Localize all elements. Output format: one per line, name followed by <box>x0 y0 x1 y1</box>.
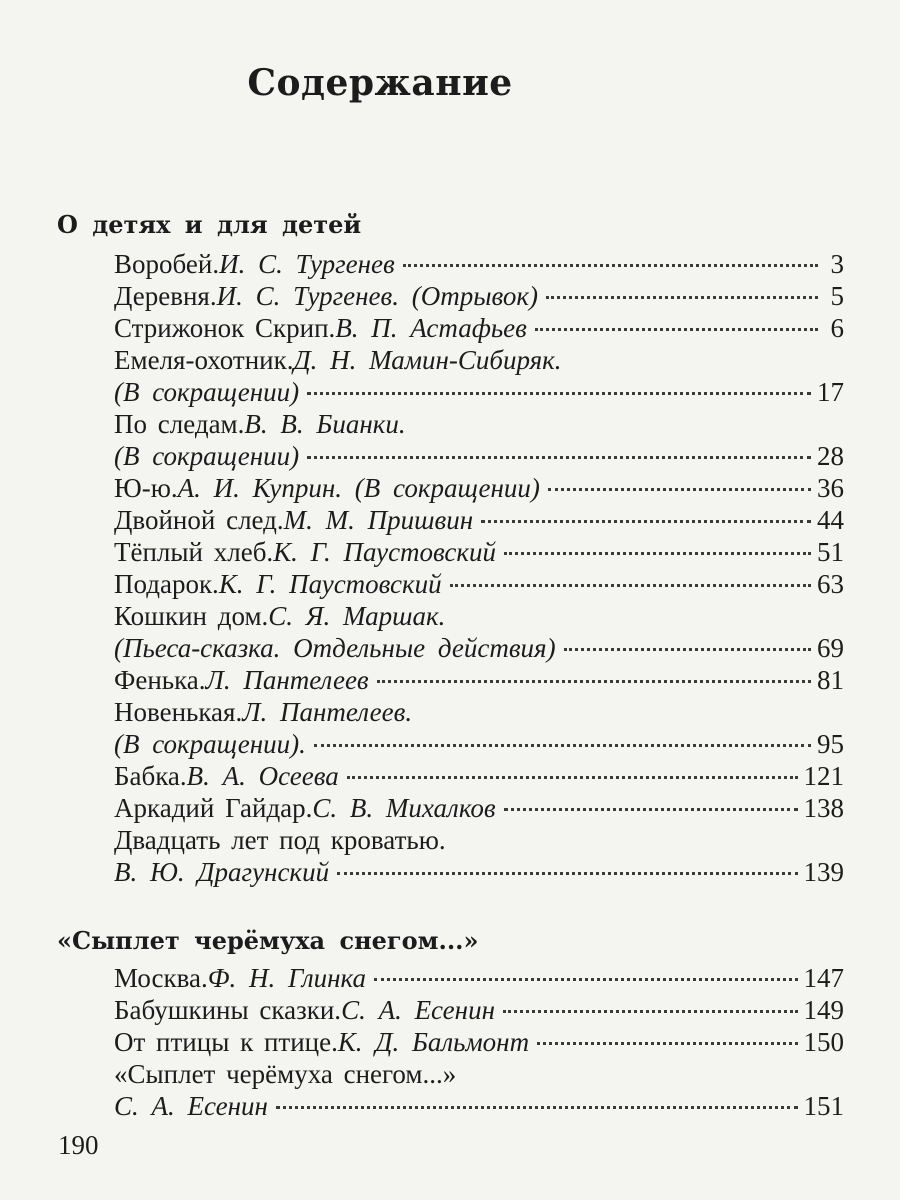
entry-title: По следам. <box>114 409 245 439</box>
entry-author: С. Я. Маршак. <box>268 601 446 631</box>
entry-author: (В сокращении) <box>114 441 300 471</box>
entry-author: М. М. Пришвин <box>283 505 474 535</box>
toc-entry[interactable] <box>114 664 844 696</box>
entry-page: 121 <box>803 761 844 791</box>
toc-entry[interactable] <box>114 1026 844 1058</box>
entry-author: В. А. Осеева <box>186 761 339 791</box>
dot-leader <box>504 551 811 555</box>
dot-leader <box>535 327 818 331</box>
dot-leader <box>377 679 811 683</box>
entry-title: Кошкин дом. <box>114 601 269 631</box>
dot-leader <box>481 519 811 523</box>
entry-title: «Сыплет черёмуха снегом...» <box>114 1059 457 1089</box>
entry-title: Двойной след. <box>114 505 284 535</box>
entry-page: 81 <box>817 665 844 695</box>
dot-leader <box>314 743 811 747</box>
toc-entry[interactable] <box>114 472 844 504</box>
toc-entry[interactable] <box>114 856 844 888</box>
entry-title: Тёплый хлеб. <box>114 537 274 567</box>
entry-page: 95 <box>817 729 844 759</box>
entry-title: Стрижонок Скрип. <box>114 313 336 343</box>
entry-page: 69 <box>817 633 844 663</box>
entry-author: К. Г. Паустовский <box>218 569 442 599</box>
dot-leader <box>307 391 811 395</box>
toc-entry[interactable] <box>114 344 844 376</box>
toc-entry[interactable] <box>114 536 844 568</box>
entry-author: С. В. Михалков <box>312 793 496 823</box>
entry-title: Фенька. <box>114 665 206 695</box>
entry-author: В. П. Астафьев <box>335 313 527 343</box>
toc-entry[interactable] <box>114 760 844 792</box>
entry-author: К. Г. Паустовский <box>273 537 497 567</box>
dot-leader <box>450 583 811 587</box>
toc-entry[interactable] <box>114 1058 844 1090</box>
toc-entry[interactable] <box>114 994 844 1026</box>
toc-entry[interactable] <box>114 1090 844 1122</box>
entry-author: И. С. Тургенев <box>219 249 395 279</box>
toc-entry[interactable] <box>114 376 844 408</box>
entry-title: Двадцать лет под кроватью. <box>114 825 446 855</box>
entry-author: К. Д. Бальмонт <box>337 1027 530 1057</box>
entry-author: Л. Пантелеев <box>205 665 369 695</box>
dot-leader <box>307 455 811 459</box>
entry-title: Емеля-охотник. <box>114 345 294 375</box>
entry-page: 28 <box>817 441 844 471</box>
entry-page: 6 <box>830 313 844 343</box>
toc-entry[interactable] <box>114 728 844 760</box>
entry-page: 151 <box>803 1091 844 1121</box>
entry-page: 51 <box>817 537 844 567</box>
entry-author: С. А. Есенин <box>114 1091 268 1121</box>
entry-page: 150 <box>803 1027 844 1057</box>
entry-author: (Пьеса-сказка. Отдельные действия) <box>114 633 556 663</box>
dot-leader <box>347 775 798 779</box>
dot-leader <box>276 1105 798 1109</box>
toc-entry[interactable] <box>114 504 844 536</box>
entry-page: 3 <box>830 249 844 279</box>
dot-leader <box>564 647 811 651</box>
entry-title: Воробей. <box>114 249 220 279</box>
entry-title: От птицы к птице. <box>114 1027 338 1057</box>
toc-entry[interactable] <box>114 600 844 632</box>
section-heading: О детях и для детей <box>57 210 362 239</box>
toc-entry[interactable] <box>114 408 844 440</box>
entry-author: С. А. Есенин <box>341 995 495 1025</box>
entry-author: (В сокращении). <box>114 729 306 759</box>
dot-leader <box>337 871 797 875</box>
entry-title: Бабушкины сказки. <box>114 995 342 1025</box>
entry-author: Л. Пантелеев. <box>242 697 413 727</box>
entry-author: Д. Н. Мамин-Сибиряк. <box>293 345 562 375</box>
entry-title: Новенькая. <box>114 697 243 727</box>
entry-title: Аркадий Гайдар. <box>114 793 313 823</box>
page-title: Содержание <box>247 62 513 104</box>
entry-title: Ю-ю. <box>114 473 178 503</box>
toc-entry[interactable] <box>114 696 844 728</box>
toc-entry[interactable] <box>114 248 844 280</box>
entry-page: 147 <box>803 963 844 993</box>
dot-leader <box>403 263 818 267</box>
entry-title: Бабка. <box>114 761 187 791</box>
entry-page: 36 <box>817 473 844 503</box>
dot-leader <box>546 295 818 299</box>
entry-author: А. И. Куприн. (В сокращении) <box>177 473 540 503</box>
dot-leader <box>374 977 797 981</box>
section-heading: «Сыплет черёмуха снегом...» <box>57 926 479 955</box>
entry-title: Москва. <box>114 963 208 993</box>
page-number: 190 <box>58 1130 99 1160</box>
toc-entry[interactable] <box>114 568 844 600</box>
entry-page: 139 <box>803 857 844 887</box>
dot-leader <box>537 1041 797 1045</box>
entry-title: Деревня. <box>114 281 217 311</box>
dot-leader <box>503 1009 798 1013</box>
entry-author: В. В. Бианки. <box>244 409 406 439</box>
dot-leader <box>548 487 811 491</box>
entry-author: И. С. Тургенев. (Отрывок) <box>216 281 538 311</box>
entry-page: 5 <box>830 281 844 311</box>
entry-author: (В сокращении) <box>114 377 300 407</box>
entry-page: 44 <box>817 505 844 535</box>
toc-entry[interactable] <box>114 632 844 664</box>
entry-page: 17 <box>817 377 844 407</box>
dot-leader <box>504 807 798 811</box>
toc-entry[interactable] <box>114 280 844 312</box>
toc-entry[interactable] <box>114 312 844 344</box>
toc-entry[interactable] <box>114 962 844 994</box>
entry-author: Ф. Н. Глинка <box>207 963 367 993</box>
toc-entry[interactable] <box>114 440 844 472</box>
entry-page: 63 <box>817 569 844 599</box>
entry-author: В. Ю. Драгунский <box>114 857 330 887</box>
entry-page: 138 <box>803 793 844 823</box>
toc-entry[interactable] <box>114 824 844 856</box>
entry-page: 149 <box>803 995 844 1025</box>
toc-entry[interactable] <box>114 792 844 824</box>
entry-title: Подарок. <box>114 569 219 599</box>
